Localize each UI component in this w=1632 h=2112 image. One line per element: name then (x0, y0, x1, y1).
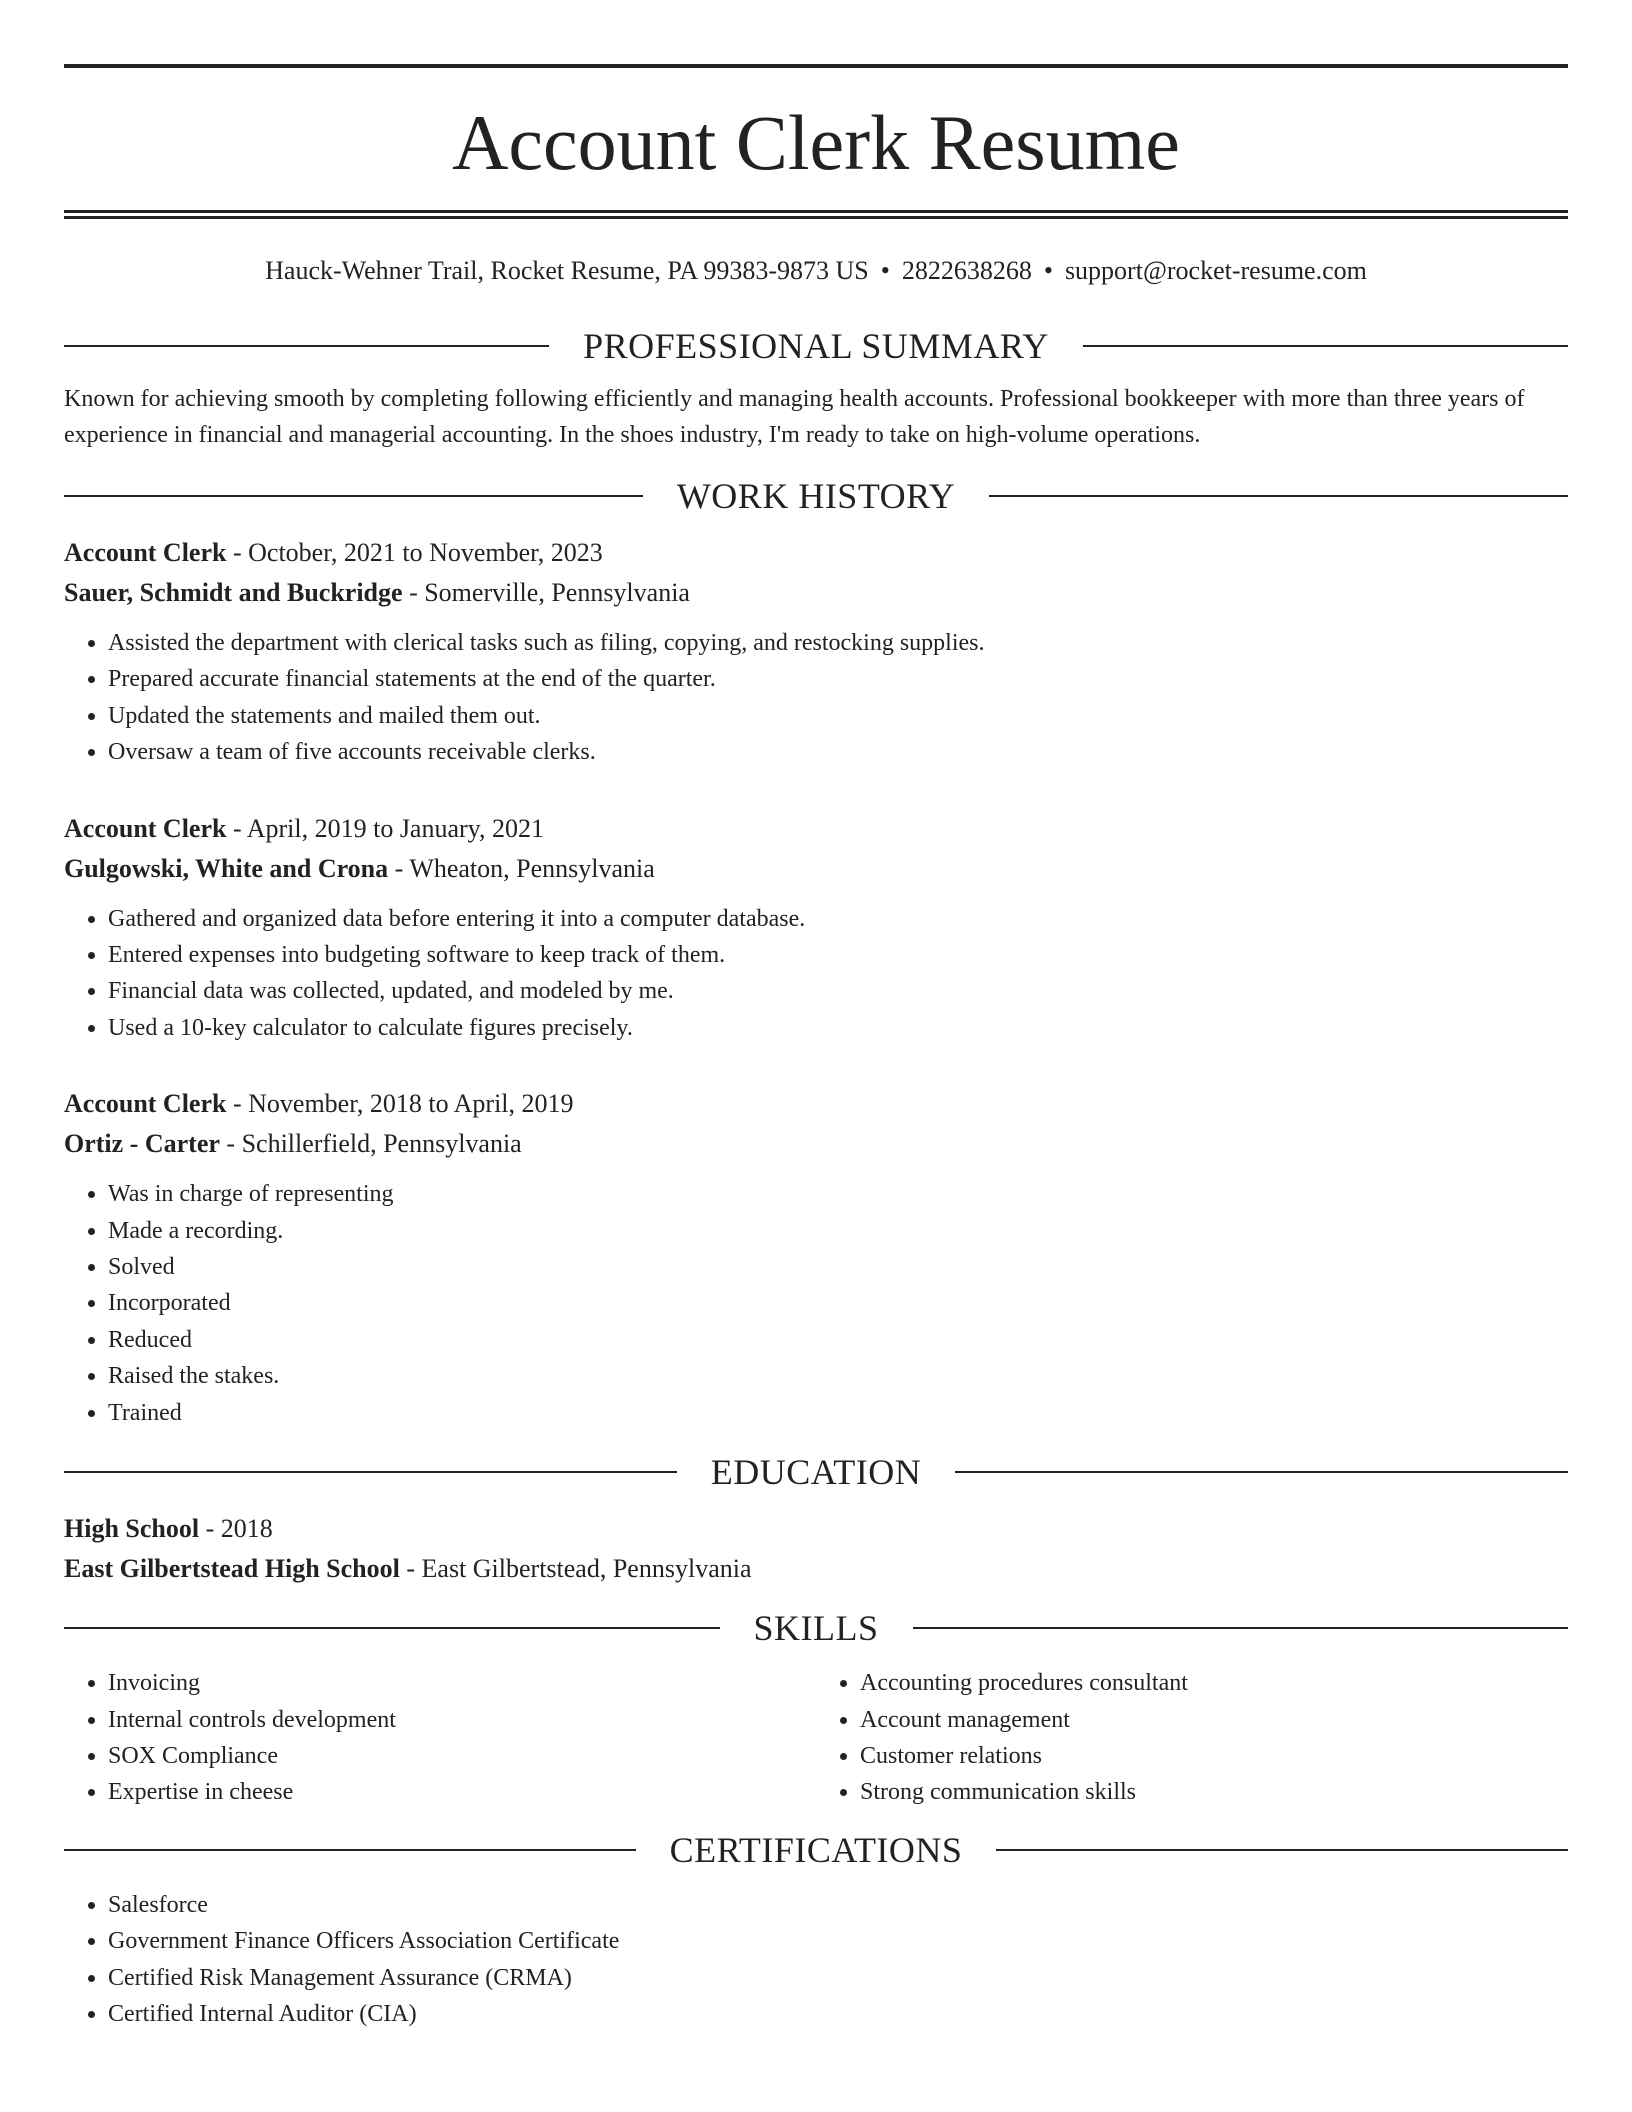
job-role: Account Clerk (64, 813, 227, 843)
contact-phone: 2822638268 (901, 256, 1032, 285)
job-company: Gulgowski, White and Crona (64, 853, 389, 883)
list-item: • Invoicing (108, 1665, 816, 1701)
section-rule (64, 1471, 677, 1473)
section-title: SKILLS (753, 1608, 879, 1649)
list-item: • Customer relations (860, 1738, 1568, 1774)
section-rule (989, 495, 1568, 497)
education-location: - East Gilbertstead, Pennsylvania (399, 1554, 752, 1584)
section-title: PROFESSIONAL SUMMARY (583, 326, 1049, 366)
section-header-skills (64, 1603, 1568, 1653)
summary-text: Known for achieving smooth by completing following efficiently and managing health accounts. Professional bookkeeper with more than three years of experience in financial and managerial accounting. In the shoes industry, I'm ready to take on high-volume operations. (64, 386, 1525, 448)
contact-address: Hauck-Wehner Trail, Rocket Resume, PA 99383-9873 US (265, 256, 869, 285)
list-item: • Financial data was collected, updated, and modeled by me. (108, 973, 1568, 1009)
list-item: • Reduced (108, 1322, 1568, 1358)
education-entry (64, 1509, 1568, 1589)
education-year: - 2018 (199, 1514, 273, 1544)
list-item: • Made a recording. (108, 1213, 1568, 1249)
list-item: • Expertise in cheese (108, 1774, 816, 1810)
job-role: Account Clerk (64, 1089, 227, 1119)
job-entry (64, 809, 1568, 1047)
list-item: • Government Finance Officers Association Certificate (108, 1923, 1568, 1959)
certifications-list (64, 1887, 1568, 2033)
list-item: • Account management (860, 1702, 1568, 1738)
job-dates: - October, 2021 to November, 2023 (226, 538, 603, 567)
section-rule (996, 1849, 1568, 1851)
section-rule (64, 345, 549, 347)
skills-column-right (816, 1665, 1568, 1811)
section-header-certifications (64, 1825, 1568, 1875)
job-company-row (64, 849, 1568, 889)
section-rule (1083, 345, 1568, 347)
job-entry (64, 533, 1568, 771)
job-duties (64, 1176, 1568, 1431)
list-item: • Trained (108, 1395, 1568, 1431)
list-item: • Was in charge of representing (108, 1176, 1568, 1212)
list-item: • Entered expenses into budgeting software to keep track of them. (108, 937, 1568, 973)
job-dates: - April, 2019 to January, 2021 (226, 813, 544, 843)
list-item: • Salesforce (108, 1887, 1568, 1923)
education-degree-row (64, 1509, 1568, 1549)
list-item: • Raised the stakes. (108, 1358, 1568, 1394)
job-location: - Somerville, Pennsylvania (402, 578, 690, 607)
list-item: • Accounting procedures consultant (860, 1665, 1568, 1701)
education-degree: High School (64, 1514, 200, 1544)
list-item: • Oversaw a team of five accounts receivable clerks. (108, 734, 1568, 770)
double-rule (64, 210, 1568, 219)
list-item: • Incorporated (108, 1285, 1568, 1321)
list-item: • Updated the statements and mailed them out. (108, 698, 1568, 734)
job-role-row (64, 809, 1568, 849)
list-item: • Internal controls development (108, 1702, 816, 1738)
job-company: Sauer, Schmidt and Buckridge (64, 578, 403, 607)
job-role: Account Clerk (64, 538, 227, 567)
contact-email[interactable]: support@rocket-resume.com (1064, 256, 1367, 285)
list-item: • Solved (108, 1249, 1568, 1285)
list-item: • Gathered and organized data before entering it into a computer database. (108, 901, 1568, 937)
job-company-row (64, 1124, 1568, 1164)
resume-title: Account Clerk Resume (452, 99, 1180, 186)
job-role-row (64, 1084, 1568, 1124)
list-item: • Used a 10-key calculator to calculate figures precisely. (108, 1010, 1568, 1046)
education-school: East Gilbertstead High School (64, 1554, 400, 1584)
section-header-work (64, 471, 1568, 521)
resume-page (64, 64, 1568, 2032)
job-entry (64, 1084, 1568, 1431)
job-duties (64, 625, 1568, 771)
skills-list (64, 1665, 1568, 1811)
contact-separator: • (880, 256, 890, 285)
job-company: Ortiz - Carter (64, 1129, 220, 1159)
job-dates: - November, 2018 to April, 2019 (226, 1089, 574, 1119)
job-role-row (64, 533, 1568, 573)
section-rule (64, 495, 643, 497)
contact-separator: • (1043, 256, 1053, 285)
section-rule (64, 1849, 636, 1851)
section-title: CERTIFICATIONS (669, 1829, 963, 1870)
job-company-row (64, 573, 1568, 613)
section-header-summary (64, 321, 1568, 371)
skills-column-left (64, 1665, 816, 1811)
list-item: • Certified Risk Management Assurance (CRMA) (108, 1960, 1568, 1996)
list-item: • Certified Internal Auditor (CIA) (108, 1996, 1568, 2032)
education-school-row (64, 1549, 1568, 1589)
section-title: WORK HISTORY (676, 476, 956, 516)
section-rule (955, 1471, 1568, 1473)
list-item: • SOX Compliance (108, 1738, 816, 1774)
section-rule (913, 1627, 1569, 1629)
job-location: - Wheaton, Pennsylvania (388, 853, 655, 883)
list-item: • Strong communication skills (860, 1774, 1568, 1810)
job-location: - Schillerfield, Pennsylvania (219, 1129, 522, 1159)
list-item: • Assisted the department with clerical tasks such as filing, copying, and restocking supplies. (108, 625, 1568, 661)
section-rule (64, 1627, 720, 1629)
list-item: • Prepared accurate financial statements at the end of the quarter. (108, 661, 1568, 697)
job-duties (64, 901, 1568, 1047)
section-title: EDUCATION (710, 1452, 922, 1493)
section-header-education (64, 1447, 1568, 1497)
contact-line (64, 251, 1568, 291)
